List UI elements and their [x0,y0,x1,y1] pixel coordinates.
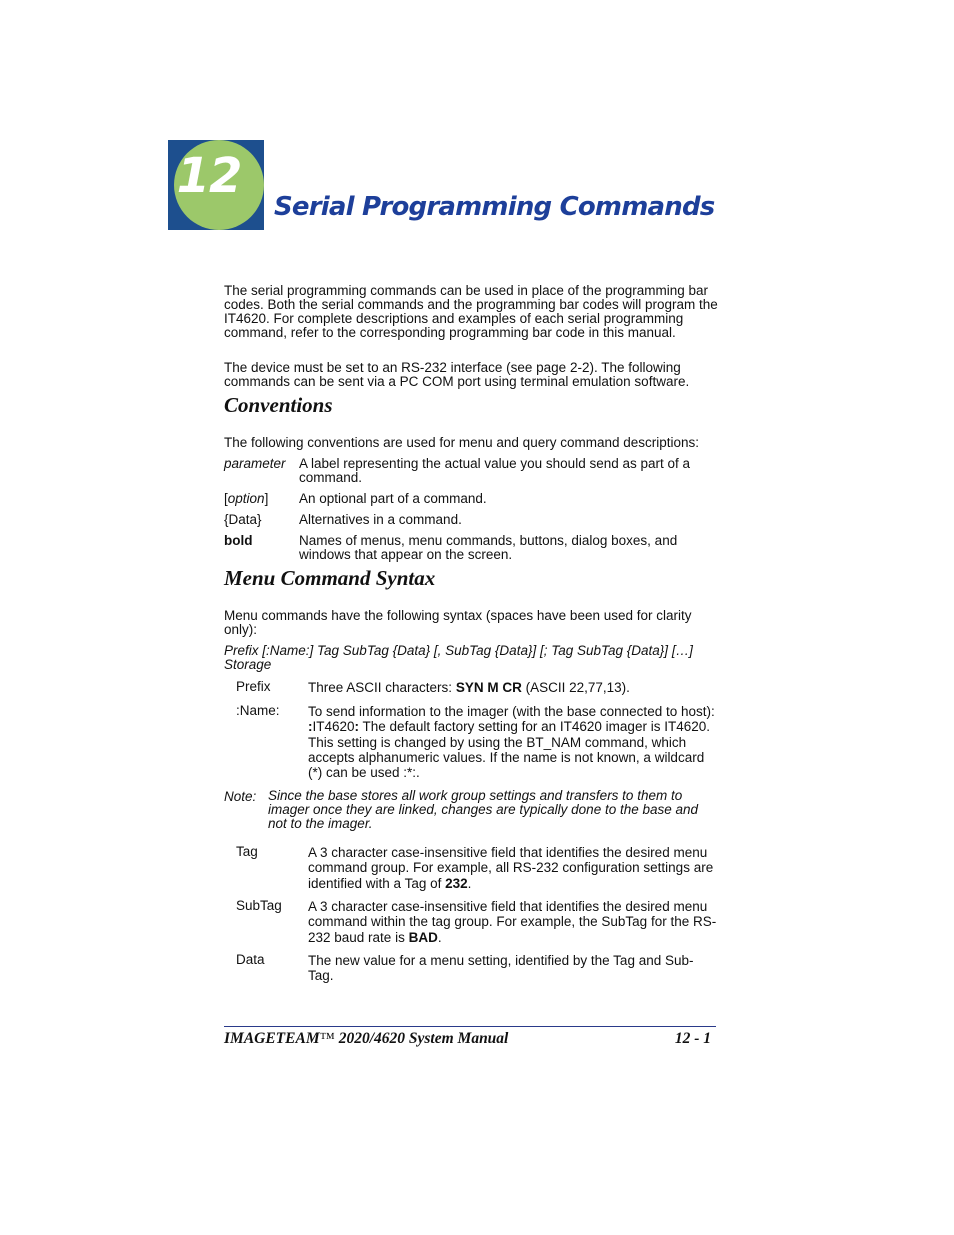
convention-term-data: {Data} [224,512,262,527]
prefix-desc-bold: SYN M CR [455,680,522,695]
name-desc-colon-2: : [354,719,360,735]
syntax-lead: Menu commands have the following syntax (spaces have been used for clarity only): [224,608,692,637]
note-label: Note: [224,789,257,804]
convention-term-option [224,492,268,506]
syntax-term-name: :Name: [236,703,280,718]
chapter-number: 12 [176,148,242,204]
syntax-desc-tag [308,845,718,891]
subtag-desc-tail: . [437,929,442,945]
chapter-badge [168,140,264,230]
conventions-lead: The following conventions are used for menu and query command descriptions: [224,435,700,450]
footer-manual-title [224,1030,508,1048]
footer-rule [224,1026,716,1027]
footer-manual-name: 2020/4620 System Manual [334,1030,509,1047]
name-desc-text: To send information to the imager (with the base connected to host): [308,704,715,719]
convention-desc-data: Alternatives in a command. [299,512,462,527]
intro-paragraph-1: The serial programming commands can be used in place of the programming bar codes. Both the serial commands and the programming bar codes will program the IT4620. For complete descriptions and examples of each serial programming command, refer to the corresponding programming bar code in this manual. [224,283,718,340]
footer-page-number: 12 - 1 [674,1030,711,1047]
syntax-term-data: Data [236,952,265,967]
convention-term-bold: bold [224,533,253,548]
syntax-desc-prefix [308,680,718,695]
syntax-heading: Menu Command Syntax [224,566,436,590]
intro-paragraph-2: The device must be set to an RS-232 interface (see page 2-2). The following commands can be sent via a PC COM port using terminal emulation software. [224,360,690,389]
syntax-format: Prefix [:Name:] Tag SubTag {Data} [, SubTag {Data}] [; Tag SubTag {Data}] […] Storage [224,643,693,672]
tag-desc-tail: . [467,875,472,891]
subtag-desc-text: A 3 character case-insensitive field that identifies the desired menu command within the tag group. For example, the SubTag for the RS-232 baud rate is [308,899,717,945]
footer-brand: IMAGETEAM [224,1030,320,1047]
prefix-desc-text: Three ASCII characters: [308,680,456,695]
convention-desc-bold: Names of menus, menu commands, buttons, dialog boxes, and windows that appear on the screen. [299,533,678,562]
tag-desc-bold: 232 [445,875,468,891]
syntax-desc-data: The new value for a menu setting, identified by the Tag and Sub-Tag. [308,953,694,984]
note-text: Since the base stores all work group settings and transfers to them to imager once they are linked, changes are typically done to the base and not to the imager. [268,788,699,831]
bracket-open: [ [224,491,228,506]
prefix-desc-tail: (ASCII 22,77,13). [521,680,630,695]
syntax-desc-subtag [308,899,718,945]
syntax-term-prefix: Prefix [236,679,271,694]
syntax-term-subtag: SubTag [236,898,282,913]
convention-desc-parameter: A label representing the actual value you should send as part of a command. [299,456,691,485]
subtag-desc-bold: BAD [408,929,438,945]
name-desc-tail: The default factory setting for an IT4620 imager is IT4620. This setting is changed by using the BT_NAM command, which accepts alphanumeric values. If the name is not known, a wildcard (*) can be used :*:. [308,719,710,781]
convention-term-parameter: parameter [224,456,286,471]
tag-desc-text: A 3 character case-insensitive field that identifies the desired menu command group. For example, all RS-232 configuration settings are identified with a Tag of [308,845,714,891]
option-word: option [227,491,265,506]
syntax-desc-name [308,704,718,780]
bracket-close: ] [264,491,269,506]
footer-trademark: ™ [319,1030,335,1047]
chapter-title: Serial Programming Commands [274,192,715,222]
convention-desc-option: An optional part of a command. [299,491,487,506]
name-desc-colon-1: : [308,719,313,735]
conventions-heading: Conventions [224,393,333,417]
name-desc-value: IT4620 [312,719,355,735]
syntax-term-tag: Tag [236,844,258,859]
